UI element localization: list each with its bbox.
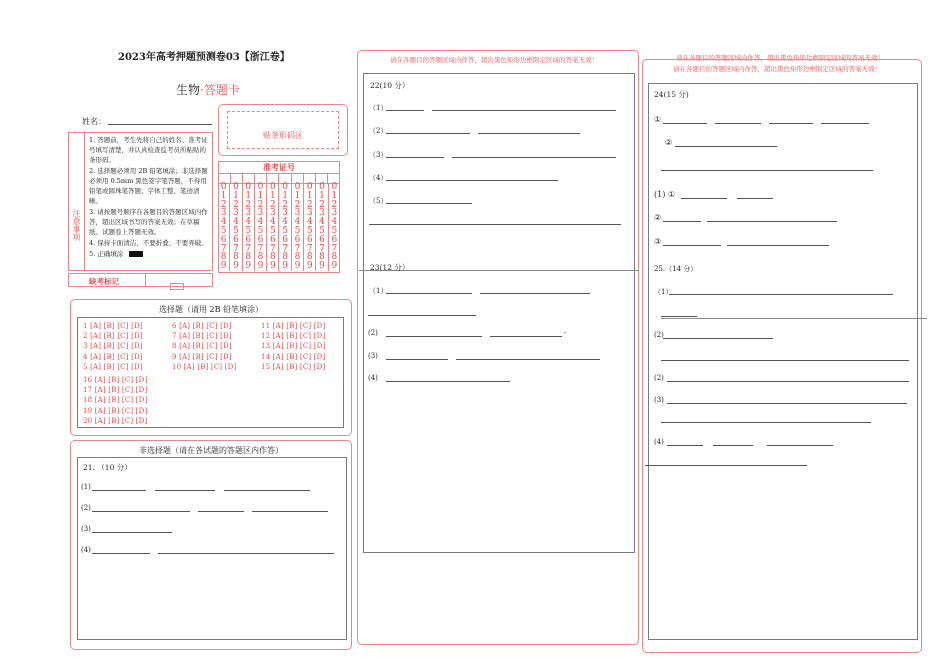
choice-item[interactable]: 15 [A] [B] [C] [D] — [261, 362, 326, 371]
right-answer-panel — [642, 59, 922, 653]
q25-part-1: （1） — [654, 288, 673, 296]
answer-line[interactable] — [92, 490, 146, 491]
exam-title: 2023年高考押题预测卷03【浙江卷】 — [118, 52, 290, 63]
q25-part-2: (2) — [654, 331, 664, 339]
answer-line[interactable] — [663, 221, 701, 222]
q23-part-1: （1） — [369, 287, 388, 295]
answer-line[interactable] — [386, 359, 448, 360]
q21-label: 21. （10 分） — [83, 463, 132, 472]
digit-column[interactable]: 0 1 2 3 4 5 6 7 8 9 — [218, 183, 230, 271]
card-heading — [176, 81, 240, 98]
answer-line[interactable] — [727, 245, 829, 246]
answer-line[interactable] — [158, 553, 334, 554]
q22-part-5: （5） — [369, 197, 388, 205]
q21-answer-box[interactable] — [77, 457, 347, 640]
q21-part-2: (2) — [81, 504, 91, 512]
choice-col-1[interactable] — [83, 321, 143, 372]
warning-text: 请在各题目的答题区域内作答，超出黑色矩形边框限定区域的答案无效！ — [673, 65, 881, 73]
barcode-area — [218, 104, 348, 156]
heading-dot: · — [200, 83, 204, 97]
answer-line[interactable] — [490, 336, 562, 337]
q21-part-4: (4) — [81, 546, 91, 554]
answer-line[interactable] — [386, 110, 424, 111]
digit-column[interactable]: 0 1 2 3 4 5 6 7 8 9 — [230, 183, 242, 271]
q-divider — [661, 318, 927, 319]
notes-box — [68, 132, 213, 271]
note-item: 4. 保持卡面清洁，不要折叠、不要弄破。 — [89, 239, 208, 247]
notes-label: 注意事项 — [69, 133, 85, 270]
absent-mark-label: 缺考标记 — [89, 277, 119, 286]
choice-item[interactable]: 19 [A] [B] [C] [D] — [83, 406, 148, 415]
choice-item[interactable]: 11 [A] [B] [C] [D] — [261, 322, 326, 330]
answer-line[interactable] — [386, 157, 444, 158]
q23-part-4: (4) — [368, 374, 378, 382]
q21-part-3: (3) — [81, 525, 91, 533]
card-name: 答题卡 — [203, 83, 240, 97]
exam-number-bubbles[interactable] — [218, 183, 340, 271]
choice-col-3[interactable] — [261, 321, 325, 372]
q25-part-3: (3) — [654, 396, 664, 404]
answer-line[interactable] — [456, 359, 600, 360]
answer-line[interactable] — [452, 157, 616, 158]
answer-line[interactable] — [369, 224, 621, 225]
answer-line[interactable] — [386, 180, 558, 181]
answer-line[interactable] — [681, 198, 727, 199]
q23-part-3: (3) — [368, 352, 378, 360]
answer-line[interactable] — [661, 422, 871, 423]
digit-column[interactable]: 0 1 2 3 4 5 6 7 8 9 — [243, 183, 255, 271]
choice-item[interactable]: 20 [A] [B] [C] [D] — [83, 416, 148, 425]
note-item: 2. 选择题必须用 2B 铅笔填涂；非选择题必须用 0.5mm 黑色签字笔答题，不得用铅笔或圆珠笔答题；字体工整、笔迹清晰。 — [89, 167, 208, 205]
answer-line[interactable] — [92, 532, 172, 533]
q22-23-answer-box[interactable] — [363, 73, 635, 553]
barcode-label: 贴条形码区 — [263, 131, 303, 140]
answer-line[interactable] — [92, 553, 150, 554]
answer-line[interactable] — [432, 110, 616, 111]
choice-item[interactable]: 2 [A] [B] [C] [D] — [83, 332, 143, 341]
answer-line[interactable] — [386, 381, 510, 382]
answer-line[interactable] — [707, 221, 837, 222]
q22-part-1: （1） — [369, 104, 388, 112]
digit-column[interactable]: 0 1 2 3 4 5 6 7 8 9 — [255, 183, 267, 271]
digit-column[interactable]: 0 1 2 3 4 5 6 7 8 9 — [279, 183, 291, 271]
choice-item[interactable]: 4 [A] [B] [C] [D] — [83, 352, 143, 361]
choice-item[interactable]: 17 [A] [B] [C] [D] — [83, 386, 148, 395]
choice-item[interactable]: 14 [A] [B] [C] [D] — [261, 352, 326, 361]
choice-item[interactable]: 6 [A] [B] [C] [D] — [172, 322, 232, 330]
choice-item[interactable]: 12 [A] [B] [C] [D] — [261, 332, 326, 341]
digit-column[interactable]: 0 1 2 3 4 5 6 7 8 9 — [267, 183, 279, 271]
nonchoice-section — [70, 440, 352, 650]
subject-name: 生物 — [176, 83, 201, 97]
absent-mark-box — [68, 273, 213, 287]
answer-line[interactable] — [713, 445, 753, 446]
name-label: 姓名： — [82, 117, 106, 126]
choice-item[interactable]: 1 [A] [B] [C] [D] — [83, 322, 143, 330]
exam-number-label: 准考证号 — [219, 162, 339, 174]
answer-line[interactable] — [155, 490, 215, 491]
answer-line[interactable] — [821, 123, 869, 124]
answer-line[interactable] — [92, 511, 190, 512]
q24-circle-2: ② — [665, 138, 673, 147]
answer-line[interactable] — [663, 338, 773, 339]
q24-part-2: ② — [654, 213, 662, 222]
answer-line[interactable] — [767, 445, 833, 446]
q25-label: 25.（14 分） — [654, 265, 698, 273]
q25-part-2b: (2) — [654, 374, 664, 382]
choice-section — [70, 299, 352, 436]
digit-column[interactable]: 0 1 2 3 4 5 6 7 8 9 — [331, 182, 338, 272]
warning-text: 请在各题目的答题区域内作答，超出黑色矩形边框限定区域的答案无效！ — [390, 56, 598, 64]
answer-line[interactable] — [386, 203, 472, 204]
answer-line[interactable] — [769, 123, 813, 124]
answer-line[interactable] — [198, 511, 244, 512]
note-item: 3. 请按题号顺序在各题目的答题区域内作答，超出区域书写的答案无效；在草稿纸、试题卷上答题无效。 — [89, 208, 208, 236]
answer-line[interactable] — [715, 123, 761, 124]
q24-part-3: ③ — [654, 237, 662, 246]
q25-part-4: (4) — [654, 438, 664, 446]
note-item: 5. 正确填涂 — [89, 249, 211, 259]
answer-line[interactable] — [386, 293, 472, 294]
choice-item[interactable]: 9 [A] [B] [C] [D] — [172, 352, 232, 361]
q24-label: 24(15 分) — [654, 90, 689, 99]
answer-line[interactable] — [661, 316, 697, 317]
choice-item[interactable]: 13 [A] [B] [C] [D] — [261, 342, 326, 351]
name-field[interactable] — [108, 124, 212, 125]
answer-line[interactable] — [368, 315, 476, 316]
notes-list — [89, 135, 211, 259]
choice-col-2[interactable] — [172, 321, 236, 372]
answer-line[interactable] — [645, 465, 807, 466]
dash-mark: - — [564, 329, 567, 337]
choice-col-4[interactable] — [83, 375, 147, 426]
q22-part-2: （2） — [369, 127, 388, 135]
filled-mark-icon — [129, 251, 143, 257]
answer-line[interactable] — [737, 198, 773, 199]
q24-part-1: (1) ① — [654, 190, 676, 199]
note-item: 1. 答题前，考生先将自己的姓名、准考证号填写清楚，并认真检查监考员所粘贴的条形码。 — [89, 136, 208, 164]
answer-line[interactable] — [667, 403, 907, 404]
answer-line[interactable] — [386, 336, 482, 337]
choice-item[interactable]: 10 [A] [B] [C] [D] — [172, 362, 237, 371]
q22-label: 22(10 分） — [370, 81, 410, 90]
warning-text-top: 请在各题目的答题区域内作答，超出黑色矩形边框限定区域的答案无效！ — [676, 54, 884, 62]
choice-title: 选择题（请用 2B 铅笔填涂） — [158, 305, 264, 314]
middle-answer-panel — [357, 50, 639, 645]
q22-part-3: （3） — [369, 151, 388, 159]
q24-circle-1: ① — [654, 115, 662, 124]
answer-line[interactable] — [480, 293, 590, 294]
answer-line[interactable] — [478, 133, 580, 134]
answer-line[interactable] — [252, 511, 328, 512]
q24-25-answer-box[interactable] — [648, 83, 918, 640]
answer-line[interactable] — [667, 445, 703, 446]
choice-grid — [77, 317, 344, 428]
q23-part-2: (2) — [368, 329, 378, 337]
answer-line[interactable] — [675, 146, 777, 147]
answer-line[interactable] — [386, 133, 470, 134]
absent-mark-bubble[interactable] — [170, 283, 184, 290]
q22-part-4: （4） — [369, 174, 388, 182]
answer-line[interactable] — [661, 360, 909, 361]
choice-item[interactable]: 3 [A] [B] [C] [D] — [83, 342, 143, 351]
choice-item[interactable]: 16 [A] [B] [C] [D] — [83, 376, 148, 384]
choice-item[interactable]: 8 [A] [B] [C] [D] — [172, 342, 232, 351]
choice-item[interactable]: 7 [A] [B] [C] [D] — [172, 332, 232, 341]
digit-column[interactable]: 0 1 2 3 4 5 6 7 8 9 — [292, 183, 304, 271]
answer-line[interactable] — [669, 294, 893, 295]
digit-column[interactable]: 0 1 2 3 4 5 6 7 8 9 — [304, 183, 316, 271]
choice-item[interactable]: 18 [A] [B] [C] [D] — [83, 396, 148, 405]
nonchoice-title: 非选择题（请在各试题的答题区内作答） — [139, 446, 283, 455]
q23-label: 23(12 分） — [370, 263, 410, 272]
answer-line[interactable] — [667, 381, 909, 382]
answer-line[interactable] — [661, 170, 873, 171]
answer-line[interactable] — [663, 123, 707, 124]
answer-line[interactable] — [224, 490, 310, 491]
digit-column[interactable]: 0 1 2 3 4 5 6 7 8 9 — [316, 183, 328, 271]
answer-line[interactable] — [663, 245, 721, 246]
choice-item[interactable]: 5 [A] [B] [C] [D] — [83, 362, 143, 371]
q21-part-1: (1) — [81, 483, 91, 491]
